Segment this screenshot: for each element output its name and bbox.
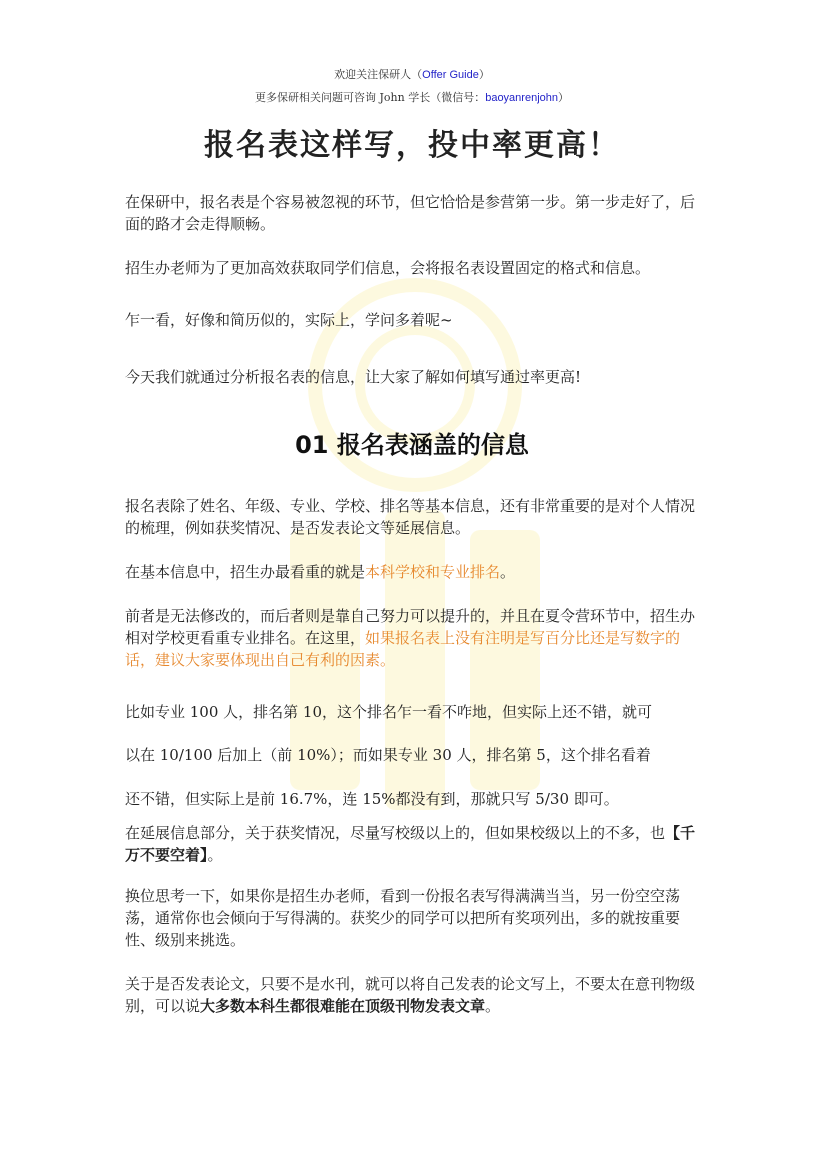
- basic-info-suffix: 。: [500, 563, 516, 581]
- awards-suffix: 。: [207, 846, 223, 864]
- section-paragraph-5: 换位思考一下，如果你是招生办老师，看到一份报名表写得满满当当，另一份空空荡荡，通常你也会倾向于写得满的。获奖少的同学可以把所有奖项列出，多的就按重要性、级别来挑选。: [125, 887, 681, 949]
- header-contact-text: 更多保研相关问题可咨询 John 学长（微信号：: [255, 91, 486, 104]
- example-line-1: 比如专业 100 人，排名第 10，这个排名乍一看不咋地，但实际上还不错，就可: [125, 703, 653, 721]
- section-paragraph-2: [125, 561, 705, 583]
- paper-text: 关于是否发表论文，只要不是水刊，就可以将自己发表的论文写上，不要太在意刊物级别，可以说: [125, 975, 696, 1015]
- page-title: 报名表这样写，投中率更高！: [204, 128, 620, 163]
- header-follow-line: [0, 66, 824, 82]
- paper-suffix: 。: [485, 997, 501, 1015]
- section-heading: 01 报名表涵盖的信息: [295, 431, 529, 459]
- bold-do-not-leave-blank: 【千万不要空着】: [125, 824, 696, 864]
- bold-top-journal-note: 大多数本科生都很难能在顶级刊物发表文章: [200, 997, 486, 1015]
- basic-info-text: 在基本信息中，招生办最看重的就是: [125, 563, 366, 581]
- header-follow-suffix: ）: [478, 68, 490, 81]
- example-line-2: 以在 10/100 后加上（前 10%）；而如果专业 30 人，排名第 5，这个排名看着: [125, 746, 651, 764]
- section-paragraph-1: 报名表除了姓名、年级、专业、学校、排名等基本信息，还有非常重要的是对个人情况的梳理，例如获奖情况、是否发表论文等延展信息。: [125, 497, 696, 537]
- awards-text: 在延展信息部分，关于获奖情况，尽量写校级以上的，但如果校级以上的不多，也: [125, 824, 666, 842]
- intro-paragraph-4: 今天我们就通过分析报名表的信息，让大家了解如何填写通过率更高!: [125, 368, 582, 386]
- header-contact-line: [0, 89, 824, 105]
- intro-paragraph-2: 招生办老师为了更加高效获取同学们信息，会将报名表设置固定的格式和信息。: [125, 259, 651, 277]
- section-paragraph-3: [125, 605, 705, 671]
- highlight-ranking-advice: 如果报名表上没有注明是写百分比还是写数字的话，建议大家要体现出自己有利的因素。: [125, 629, 681, 669]
- header-follow-text: 欢迎关注保研人（: [334, 68, 423, 81]
- highlight-school-ranking: 本科学校和专业排名: [365, 563, 501, 581]
- section-paragraph-6: [125, 973, 705, 1017]
- intro-paragraph-3: 乍一看，好像和简历似的，实际上，学问多着呢~: [125, 311, 453, 329]
- example-line-3: 还不错，但实际上是前 16.7%，连 15%都没有到，那就只写 5/30 即可。: [125, 790, 619, 808]
- intro-paragraph-1: 在保研中，报名表是个容易被忽视的环节，但它恰恰是参营第一步。第一步走好了，后面的路才会走得顺畅。: [125, 193, 696, 233]
- offer-guide-link[interactable]: Offer Guide: [422, 69, 479, 81]
- ranking-text: 前者是无法修改的，而后者则是靠自己努力可以提升的，并且在夏令营环节中，招生办相对学校更看重专业排名。在这里，: [125, 607, 696, 647]
- section-paragraph-4: [125, 822, 705, 866]
- header-contact-suffix: ）: [558, 91, 569, 104]
- wechat-id-link[interactable]: baoyanrenjohn: [485, 92, 558, 104]
